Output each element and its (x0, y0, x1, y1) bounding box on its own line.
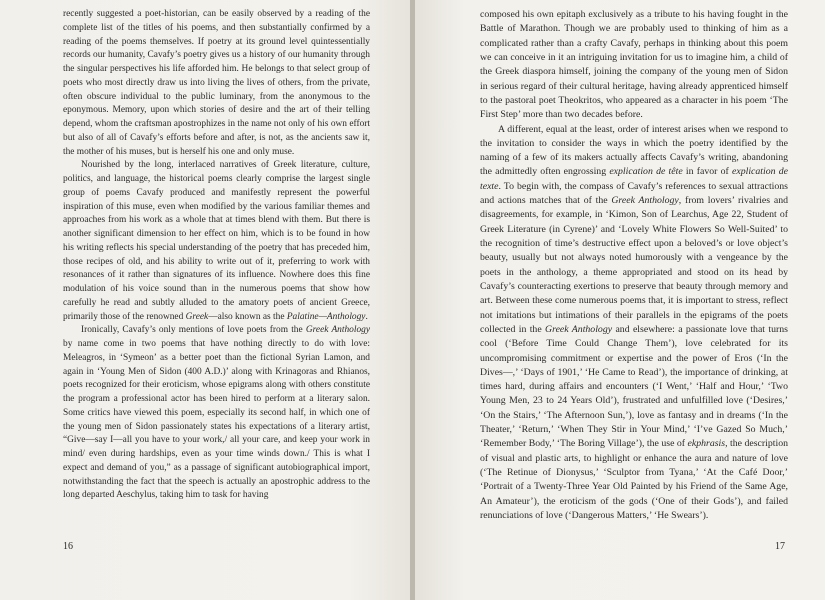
paragraph (480, 123, 788, 524)
right-page-text (480, 8, 788, 523)
italic-text-segment: Greek Anthology (305, 325, 370, 336)
paragraph (63, 324, 370, 503)
text-segment: and elsewhere: a passionate love that turns cool (‘Before Time Could Change Them’), love celebrated for its uncompromising commitment or expertise and the power of Eros (‘In the Dives—,’ ‘Days of 1901,’ ‘He Came to Read’), the importance of drinking, at times hard, during affairs and encounters (‘I Went,’ ‘Half and Hour,’ ‘Two Young Men, 23 to 24 Years Old’), frustrated and unfulfilled love (‘Desires,’ ‘On the Stairs,’ ‘The Afternoon Sun,’), love as fantasy and in dreams (‘In the Theater,’ ‘Return,’ ‘When They Stir in Your Mind,’ ‘I’ve Gazed So Much,’ ‘Remember Body,’ ‘The Boring Village’), the use of (480, 323, 788, 450)
text-segment: , from lovers’ rivalries and disagreements, for example, in ‘Kimon, Son of Learchus, Age 22, Student of Greek Literature (in Cyrene)’ and ‘Lovely White Flowers So Well-Suited’ to the recognition of time’s destructive effect upon a beloved’s or love object’s beauty, usually but not always noted humorously with a vengeance by the poets in the anthology, a theme appropriated and stood on its head by Cavafy’s counteracting exertions to preserve that beauty through memory and art. Between these come numerous poems that, it is important to stress, reflect not imitations but intimations of their parallels in the epigrams of the poets collected in the (480, 195, 788, 335)
text-segment: by name come in two poems that have nothing directly to do with love: Meleagros, in ‘Symeon’ as a better poet than the fictional Syrian Lamon, and again in ‘Young Men of Sidon (400 A.D.)’ along with Krinagoras and Rhianos, poets recognized for their eroticism, whose epigrams along with others constitute the program a professional actor has been hired to perform at a literary salon. Some critics have viewed this poem, especially its second half, in which one of the young men of Sidon passionately states his expectations of a literary artist, “Give—say I—all you have to your work,/ all your care, and keep your work in mind/ even during hardships, even as your time winds down./ This is what I expect and demand of you,” as a passage of significant autobiographical import, notwithstanding the fact that the speech is actually an apostrophic address to the long departed Aeschylus, taking him to task for having (63, 339, 370, 501)
text-segment: Nourished by the long, interlaced narratives of Greek literature, culture, politics, and language, the historical poems clearly comprise the largest single group of poems Cavafy produced and manifestly represent the powerful inspiration of this muse, even when modified by the various familiar themes and approaches from his work as a whole that at times blend with them. But there is another significant dimension to her effect on him, which is to be found in how his writing reflects his special understanding of the poetry that has preceded him, those recipes of old, and his ability to write out of it, preferring to work with resonances of it rather than signatures of its influence. Nowhere does this fine modulation of his voice sound than in the numerous poems that show how carefully he read and subtly alluded to the amatory poets of ancient Greece, primarily those of the renowned (63, 160, 370, 322)
italic-text-segment: ekphrasis (687, 438, 726, 450)
italic-text-segment: Palatine—Anthology (286, 311, 366, 322)
text-segment: . To begin with, the compass of Cavafy’s references to sexual attractions and actions matches that of the (480, 180, 788, 207)
italic-text-segment: Greek (185, 311, 209, 322)
right-page (415, 0, 825, 600)
text-segment: recently suggested a poet-historian, can be easily observed by a reading of the complete list of the titles of his poems, and then substantially confirmed by a reading of the poems themselves. If poetry at its ground level quintessentially records our humanity, Cavafy’s poetry gives us a history of our humanity through the singular perspectives his life afforded him. He belongs to that select group of poets who most directly draw us into living the lives of others, from the private, often obscure individual to the public luminary, from the anonymous to the eponymous. Memory, upon which stories of desire and the art of their telling depend, whom the craftsman apostrophizes in the name not only of his own effort but also of all of Cavafy’s efforts before and after, is not, as the ancients saw it, the mother of his muses, but is herself his one and only muse. (63, 9, 370, 157)
text-segment: in favor of (682, 166, 733, 178)
text-segment: . (365, 311, 368, 322)
left-page (0, 0, 410, 600)
text-segment: Ironically, Cavafy’s only mentions of love poets from the (81, 325, 306, 336)
italic-text-segment: explication de texte (480, 166, 789, 192)
paragraph (480, 8, 788, 123)
italic-text-segment: Greek Anthology (611, 195, 679, 207)
right-page-number: 17 (775, 541, 785, 552)
left-page-number: 16 (63, 541, 73, 552)
text-segment: , the description of visual and plastic arts, to highlight or enhance the aura and nature of love (‘The Retinue of Dionysus,’ ‘Sculptor from Tyana,’ ‘At the Café Door,’ ‘Portrait of a Twenty-Three Year Old Painted by his Friend of the Same Age, An Amateur’), the eroticism of the gods (‘One of their Gods’), and failed renunciations of love (‘Dangerous Matters,’ ‘He Swears’). (480, 438, 788, 521)
italic-text-segment: Greek Anthology (545, 323, 613, 335)
paragraph (63, 8, 370, 159)
paragraph (63, 159, 370, 324)
text-segment: A different, equal at the least, order of interest arises when we respond to the invitation to consider the ways in which the poetry identified by the naming of a few of its makers actually affects Cavafy’s writing, abandoning the admittedly often engrossing (480, 123, 788, 178)
left-page-text (63, 8, 370, 503)
text-segment: composed his own epitaph exclusively as a tribute to his having fought in the Battle of Marathon. Though we are probably used to thinking of him as a complicated rather than a crafty Cavafy, perhaps in thinking about this poem we can conceive in it an intriguing invitation for us to imagine him, a child of the Greek diaspora himself, joining the company of the young men of Sidon in serious regard of their cultural heritage, having already apprenticed himself to the pastoral poet Theokritos, who appeared as a character in his poem ‘The First Step’ more than two decades before. (480, 9, 788, 121)
text-segment: —also known as the (208, 311, 287, 322)
italic-text-segment: explication de tête (609, 166, 683, 178)
